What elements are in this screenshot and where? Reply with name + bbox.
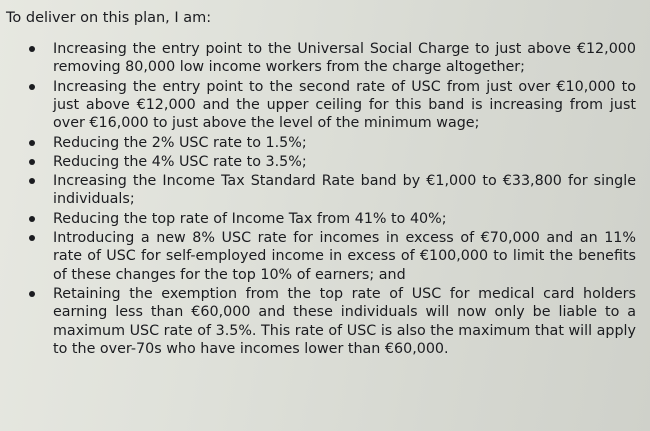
- list-item-text: Retaining the exemption from the top rate of USC for medical card holders earning less than €60,000 and these individuals will now only be liable to a maximum USC rate of 3.5%. This rate of USC is also the maximum that will apply to the over-70s who have incomes lower than €60,000.: [53, 285, 636, 358]
- bullet-icon: [29, 46, 35, 52]
- list-item: [0, 229, 650, 284]
- list-item-text: Reducing the 4% USC rate to 3.5%;: [53, 153, 307, 170]
- bullet-icon: [29, 84, 35, 90]
- list-item: [0, 285, 650, 359]
- list-item: [0, 40, 650, 77]
- list-item-text: Increasing the Income Tax Standard Rate band by €1,000 to €33,800 for single individuals;: [53, 173, 636, 208]
- bullet-icon: [29, 235, 35, 241]
- list-item: [0, 78, 650, 133]
- list-item-text: Reducing the 2% USC rate to 1.5%;: [53, 134, 307, 151]
- bullet-icon: [29, 178, 35, 184]
- list-item-text: Increasing the entry point to the second rate of USC from just over €10,000 to just above €12,000 and the upper ceiling for this band is increasing from just over €16,000 to just above the level of the minimum wage;: [53, 78, 636, 132]
- list-item: [0, 153, 650, 171]
- list-item-text: Introducing a new 8% USC rate for incomes in excess of €70,000 and an 11% rate of USC for self-employed income in excess of €100,000 to limit the benefits of these changes for the top 10% of earners; and: [53, 229, 636, 283]
- bullet-icon: [29, 216, 35, 222]
- list-item: [0, 134, 650, 152]
- bullet-list: [0, 40, 650, 359]
- bullet-icon: [29, 140, 35, 146]
- bullet-icon: [29, 159, 35, 165]
- intro-text: To deliver on this plan, I am:: [6, 10, 212, 26]
- bullet-icon: [29, 291, 35, 297]
- list-item-text: Increasing the entry point to the Universal Social Charge to just above €12,000 removing 80,000 low income workers from the charge altogether;: [53, 41, 636, 76]
- list-item: [0, 172, 650, 209]
- list-item: [0, 210, 650, 228]
- list-item-text: Reducing the top rate of Income Tax from 41% to 40%;: [53, 210, 447, 227]
